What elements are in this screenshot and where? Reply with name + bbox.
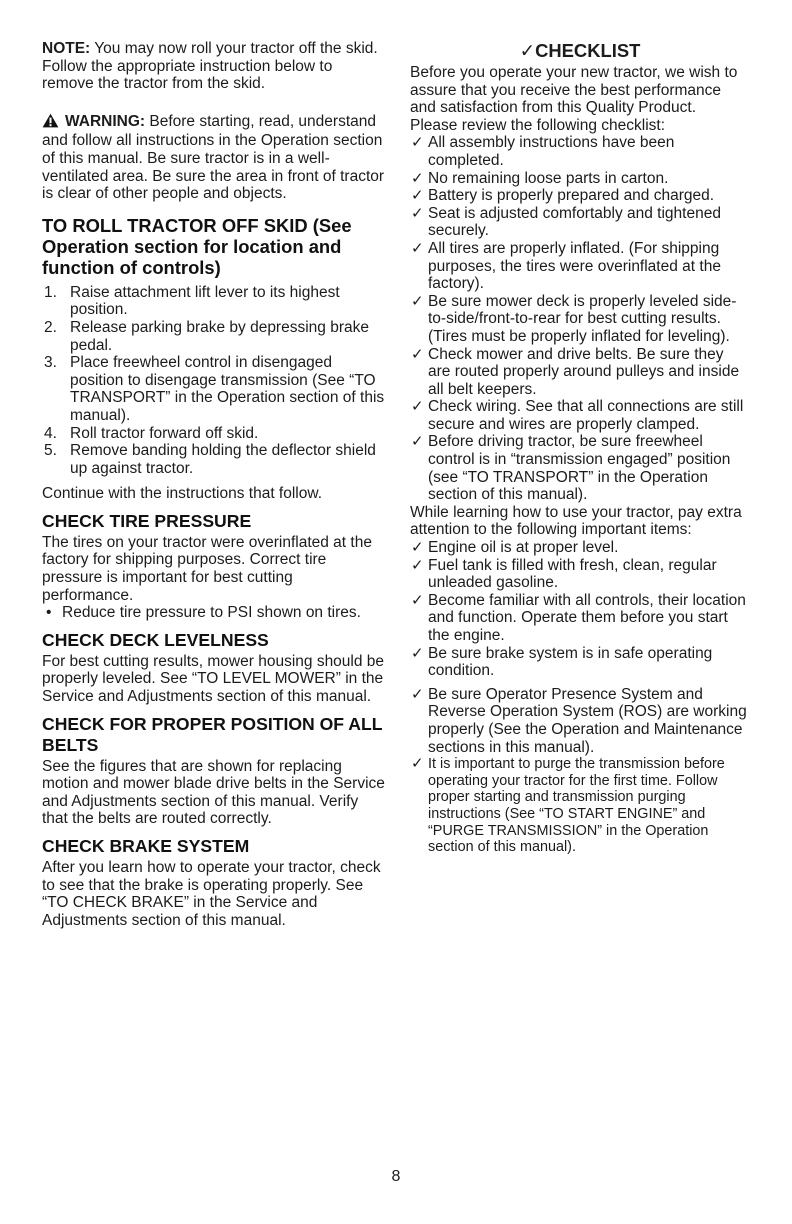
check-mark-icon: ✓ xyxy=(411,685,424,703)
check-mark-icon: ✓ xyxy=(411,398,424,416)
step-number: 3. xyxy=(44,354,57,372)
list-item xyxy=(410,398,750,433)
list-item xyxy=(410,592,750,645)
step-text: Remove banding holding the deflector shield up against tractor. xyxy=(70,442,376,477)
left-column xyxy=(42,40,385,929)
list-item xyxy=(410,686,750,756)
checklist-item-text: Before driving tractor, be sure freewheel control is in “transmission engaged” position (see “TO TRANSPORT” in the Operation section of this manual). xyxy=(428,433,731,504)
learning-item-text: Be sure Operator Presence System and Reverse Operation System (ROS) are working properly (See the Operation and Maintenance sections in this manual). xyxy=(428,685,747,756)
warning-text: Before starting, read, understand and follow all instructions in the Operation section of this manual. Be sure tractor is in a well-ventilated area. Be sure the area in front of tractor is clear of other people and objects. xyxy=(42,112,385,203)
warning-paragraph xyxy=(42,113,385,203)
step-number: 5. xyxy=(44,442,57,460)
list-item xyxy=(410,170,750,188)
checklist-items xyxy=(410,134,750,503)
belts-text: See the figures that are shown for replacing motion and mower blade drive belts in the Service and Adjustments section of this manual. Verify that the belts are routed correctly. xyxy=(42,757,385,828)
list-item xyxy=(42,284,385,319)
warning-label: WARNING: xyxy=(65,112,146,130)
list-item xyxy=(410,557,750,592)
checklist-review-text: Please review the following checklist: xyxy=(410,116,666,134)
check-mark-icon: ✓ xyxy=(411,539,424,557)
step-text: Place freewheel control in disengaged position to disengage transmission (See “TO TRANSPORT” in the Operation section of this manual). xyxy=(70,354,385,424)
tire-pressure-text: The tires on your tractor were overinflated at the factory for shipping purposes. Correct tire pressure is important for best cutting performance. xyxy=(42,533,372,604)
step-number: 4. xyxy=(44,424,57,442)
list-item xyxy=(410,433,750,503)
checklist-item-text: Battery is properly prepared and charged. xyxy=(428,187,715,205)
note-paragraph xyxy=(42,40,385,93)
learning-items xyxy=(410,539,750,856)
check-mark-icon: ✓ xyxy=(411,591,424,609)
list-item xyxy=(42,425,385,443)
learning-item-text: Fuel tank is filled with fresh, clean, regular unleaded gasoline. xyxy=(428,556,717,592)
list-item xyxy=(410,187,750,205)
tire-pressure-bullets xyxy=(42,604,385,622)
page-number: 8 xyxy=(391,1168,401,1185)
tire-pressure-heading: CHECK TIRE PRESSURE xyxy=(42,510,252,531)
continue-text: Continue with the instructions that follow. xyxy=(42,485,323,503)
step-number: 1. xyxy=(44,283,57,301)
list-item xyxy=(410,539,750,557)
checklist-item-text: Be sure mower deck is properly leveled side-to-side/front-to-rear for best cutting results. (Tires must be properly inflated for leveling). xyxy=(428,292,737,345)
step-text: Roll tractor forward off skid. xyxy=(70,424,259,442)
check-mark-icon: ✓ xyxy=(411,345,424,363)
belts-heading: CHECK FOR PROPER POSITION OF ALL BELTS xyxy=(42,713,383,755)
brake-text: After you learn how to operate your tractor, check to see that the brake is operating properly. See “TO CHECK BRAKE” in the Service and Adjustments section of this manual. xyxy=(42,859,381,929)
step-text: Raise attachment lift lever to its highest position. xyxy=(70,283,340,319)
check-mark-icon: ✓ xyxy=(411,169,424,187)
check-mark-icon: ✓ xyxy=(411,239,424,257)
check-mark-icon: ✓ xyxy=(411,556,424,574)
step-number: 2. xyxy=(44,318,57,336)
list-item xyxy=(42,319,385,354)
checklist-intro: Before you operate your new tractor, we wish to assure that you receive the best performance and satisfaction from this Quality Product. xyxy=(410,64,738,117)
learning-item-text: It is important to purge the transmission before operating your tractor for the first time. Follow proper starting and transmission purging instructions (See “TO START ENGINE” and “PURGE TRANSMISSION” in the Operation section of this manual). xyxy=(428,756,725,856)
checklist-item-text: Check wiring. See that all connections are still secure and wires are properly clamped. xyxy=(428,398,744,433)
roll-off-steps xyxy=(42,284,385,478)
checklist-item-text: All assembly instructions have been completed. xyxy=(428,134,675,169)
brake-heading: CHECK BRAKE SYSTEM xyxy=(42,836,250,856)
checklist-item-text: Seat is adjusted comfortably and tightened securely. xyxy=(428,204,721,240)
list-item: • Reduce tire pressure to PSI shown on tires. xyxy=(42,604,385,622)
note-text: You may now roll your tractor off the skid. Follow the appropriate instruction below to remove the tractor from the skid. xyxy=(42,40,378,93)
checklist-item-text: Check mower and drive belts. Be sure they are routed properly around pulleys and inside all belt keepers. xyxy=(428,345,740,398)
check-mark-icon: ✓ xyxy=(411,755,424,773)
check-mark-icon: ✓ xyxy=(411,292,424,310)
checklist-item-text: All tires are properly inflated. (For shipping purposes, the tires were overinflated at the factory). xyxy=(428,239,721,293)
check-mark-icon: ✓ xyxy=(411,204,424,222)
roll-off-heading: TO ROLL TRACTOR OFF SKID (See Operation section for location and function of controls) xyxy=(42,214,352,278)
deck-levelness-heading: CHECK DECK LEVELNESS xyxy=(42,629,269,650)
check-mark-icon: ✓ xyxy=(411,433,424,451)
step-text: Release parking brake by depressing brake pedal. xyxy=(70,318,369,354)
list-item xyxy=(42,442,385,477)
check-mark-icon: ✓ xyxy=(411,644,424,662)
learning-item-text: Become familiar with all controls, their location and function. Operate them before you start the engine. xyxy=(428,591,746,644)
list-item xyxy=(410,293,750,346)
list-item xyxy=(410,756,750,856)
checklist-item-text: No remaining loose parts in carton. xyxy=(428,169,669,187)
learning-item-text: Engine oil is at proper level. xyxy=(428,539,619,557)
list-item xyxy=(410,645,750,680)
note-label: NOTE: xyxy=(42,40,91,57)
list-item xyxy=(410,205,750,240)
list-item xyxy=(410,346,750,399)
check-mark-icon: ✓ xyxy=(411,187,424,205)
list-item xyxy=(42,354,385,424)
learning-item-text: Be sure brake system is in safe operating condition. xyxy=(428,644,713,680)
right-column xyxy=(410,40,750,856)
deck-levelness-text: For best cutting results, mower housing should be properly leveled. See “TO LEVEL MOWER” in the Service and Adjustments section of this manual. xyxy=(42,652,385,706)
learning-text: While learning how to use your tractor, pay extra attention to the following important items: xyxy=(410,503,742,539)
check-mark-icon: ✓ xyxy=(411,134,424,152)
warning-triangle-icon xyxy=(42,113,59,133)
list-item xyxy=(410,240,750,293)
checklist-title: ✓CHECKLIST xyxy=(519,40,641,61)
list-item xyxy=(410,134,750,169)
